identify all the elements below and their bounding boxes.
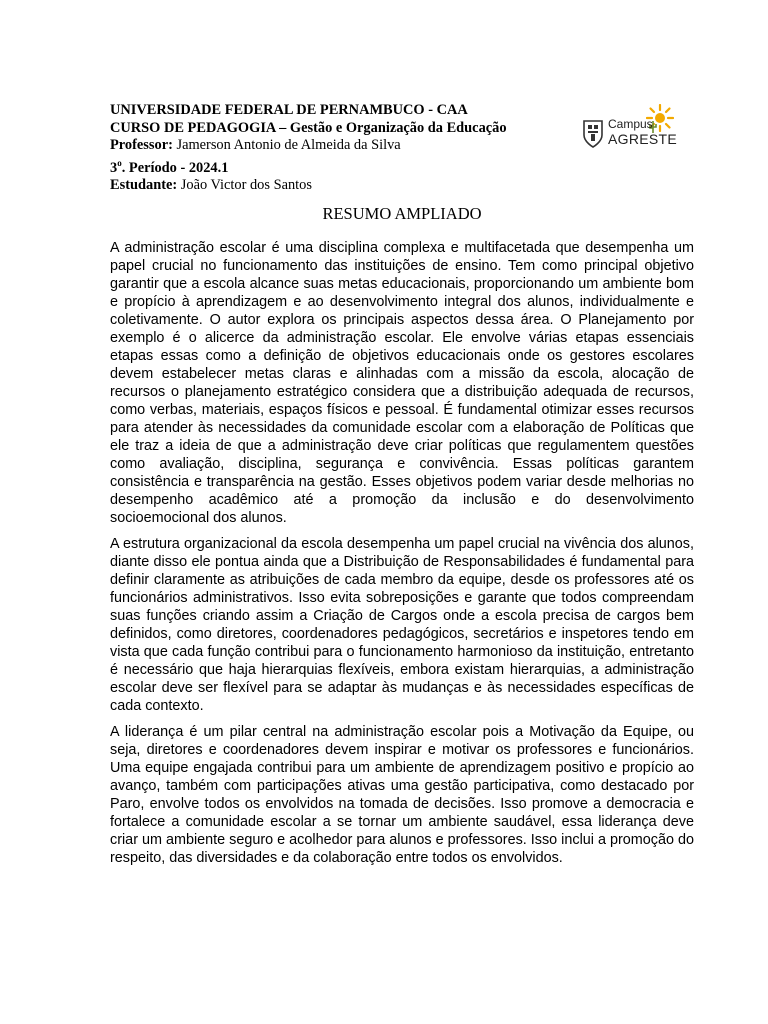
campus-agreste-logo xyxy=(580,104,676,150)
university-line: UNIVERSIDADE FEDERAL DE PERNAMBUCO - CAA xyxy=(110,102,468,118)
university-crest-icon xyxy=(582,119,604,149)
document-body xyxy=(110,239,694,875)
document-title: RESUMO AMPLIADO xyxy=(322,204,482,223)
logo-campus-text: Campus xyxy=(608,117,653,131)
course-line: CURSO DE PEDAGOGIA – Gestão e Organização da Educação xyxy=(110,119,507,136)
period-line: 3$^o$. Período - 2024.1 xyxy=(110,157,229,176)
paragraph: A estrutura organizacional da escola desempenha um papel crucial na vivência dos alunos, diante disso ele pontua ainda que a Distribuição de Responsabilidades é fundamental para definir claramente as atribuições de cada membro da equipe, desde os professores até os funcionários administrativos. Isso evita sobreposições e garante que todos compreendam suas funções criando assim a Criação de Cargos onde a escola precisa de cargos bem definidos, como diretores, coordenadores pedagógicos, secretários e inspetores tendo em vista que cada função contribui para o funcionamento harmonioso da instituição, entretanto é necessário que haja hierarquias flexíveis, embora existam hierarquias, a administração escolar deve ser flexível para se adaptar às mudanças e às necessidades específicas de cada contexto. xyxy=(110,536,694,714)
document-header xyxy=(110,102,560,195)
professor-line: Professor: Jamerson Antonio de Almeida da Silva xyxy=(110,137,401,154)
logo-agreste-text: AGRESTE xyxy=(608,131,678,147)
student-line: Estudante: João Victor dos Santos xyxy=(110,177,312,194)
paragraph: A administração escolar é uma disciplina complexa e multifacetada que desempenha um papel crucial no funcionamento das instituições de ensino. Tem como principal objetivo garantir que a escola alcance suas metas educacionais, proporcionando um ambiente bom e propício à aprendizagem e ao desenvolvimento integral dos alunos, individualmente e coletivamente. O autor explora os principais aspectos dessa área. O Planejamento por exemplo é o alicerce da administração escolar. Ele envolve várias etapas essenciais etapas essas como a definição de objetivos educacionais onde os gestores escolares devem estabelecer metas claras e alinhadas com a missão da escola, alocação de recursos o planejamento estratégico considera que a distribuição adequada de recursos, como verbas, materiais, espaços físicos e pessoal. É fundamental otimizar esses recursos para atender às necessidades da comunidade escolar com a elaboração de Políticas que ele traz a ideia de que a administração deve criar políticas que regulamentem questões como avaliação, disciplina, segurança e convivência. Essas políticas garantem consistência e transparência na gestão. Esses objetivos podem variar desde melhorias no desempenho acadêmico até a promoção da inclusão e do desenvolvimento socioemocional dos alunos. xyxy=(110,240,694,526)
paragraph: A liderança é um pilar central na administração escolar pois a Motivação da Equipe, ou seja, diretores e coordenadores devem inspirar e motivar os professores e funcionários. Uma equipe engajada contribui para um ambiente de aprendizagem positivo e propício ao avanço, também com participações ativas uma gestão participativa, como destacado por Paro, envolve todos os envolvidos na tomada de decisões. Isso promove a democracia e fortalece a comunidade escolar a se tornar um ambiente saudável, essa liderança deve criar um ambiente seguro e acolhedor para alunos e professores. Isso inclui a promoção do respeito, das diversidades e da colaboração entre todos os envolvidos. xyxy=(110,724,694,866)
